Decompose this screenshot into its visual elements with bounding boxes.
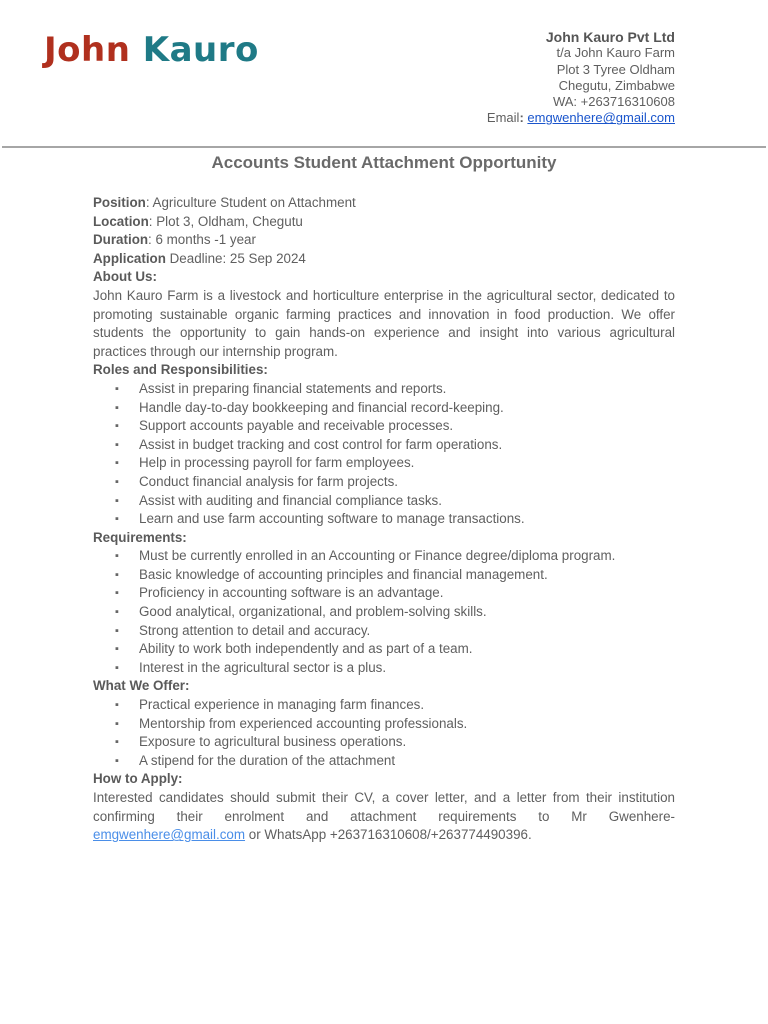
list-item: ▪ Assist in budget tracking and cost control for farm operations. bbox=[93, 436, 675, 455]
offer-list bbox=[93, 696, 675, 770]
list-item: ▪ Must be currently enrolled in an Accounting or Finance degree/diploma program. bbox=[93, 547, 675, 566]
about-heading: About Us: bbox=[93, 269, 157, 285]
list-item: ▪ Assist with auditing and financial compliance tasks. bbox=[93, 492, 675, 511]
apply-text: Interested candidates should submit their CV, a cover letter, and a letter from their institution confirming their enrolment and attachment requirements to Mr Gwenhere-emgwenhere@gmail.com or WhatsApp +263716310608/+263774490396. bbox=[93, 790, 675, 843]
roles-heading: Roles and Responsibilities: bbox=[93, 362, 268, 378]
list-item: ▪ Proficiency in accounting software is an advantage. bbox=[93, 584, 675, 603]
list-item: ▪ Conduct financial analysis for farm projects. bbox=[93, 473, 675, 492]
list-item: ▪ Support accounts payable and receivable processes. bbox=[93, 417, 675, 436]
list-item: ▪ Good analytical, organizational, and problem-solving skills. bbox=[93, 603, 675, 622]
list-item: ▪ Basic knowledge of accounting principles and financial management. bbox=[93, 566, 675, 585]
requirements-heading: Requirements: bbox=[93, 529, 187, 545]
email-colon: : bbox=[519, 110, 524, 126]
list-item: ▪ Learn and use farm accounting software to manage transactions. bbox=[93, 510, 675, 529]
list-item: ▪ Exposure to agricultural business operations. bbox=[93, 733, 675, 752]
meta-location: Location: Plot 3, Oldham, Chegutu bbox=[93, 213, 303, 229]
position-details bbox=[93, 194, 675, 268]
company-name: John Kauro Pvt Ltd bbox=[545, 29, 675, 45]
list-item: ▪ Interest in the agricultural sector is a plus. bbox=[93, 659, 675, 678]
about-text: John Kauro Farm is a livestock and horticulture enterprise in the agricultural sector, dedicated to promoting sustainable organic farming practices and innovation in food production. We offer students the opportunity to gain hands-on experience and insight into various agricultural practices through our internship program. bbox=[93, 287, 675, 359]
page-title: Accounts Student Attachment Opportunity bbox=[211, 153, 557, 172]
list-item: ▪ Handle day-to-day bookkeeping and financial record-keeping. bbox=[93, 399, 675, 418]
company-logo bbox=[44, 30, 259, 70]
roles-list bbox=[93, 380, 675, 529]
document-body bbox=[93, 194, 675, 845]
list-item: ▪ A stipend for the duration of the attachment bbox=[93, 752, 675, 771]
logo-word-john: John bbox=[44, 30, 131, 70]
list-item: ▪ Help in processing payroll for farm employees. bbox=[93, 454, 675, 473]
list-item: ▪ Assist in preparing financial statements and reports. bbox=[93, 380, 675, 399]
trading-as: t/a John Kauro Farm bbox=[556, 45, 675, 61]
apply-email-link[interactable]: emgwenhere@gmail.com bbox=[93, 827, 246, 843]
header-divider bbox=[2, 146, 766, 148]
logo-word-kauro: Kauro bbox=[142, 30, 259, 70]
whatsapp-number: WA: +263716310608 bbox=[552, 94, 675, 110]
address-line-2: Chegutu, Zimbabwe bbox=[558, 77, 675, 93]
address-line-1: Plot 3 Tyree Oldham bbox=[556, 61, 675, 77]
meta-duration: Duration: 6 months -1 year bbox=[93, 232, 256, 248]
apply-heading: How to Apply: bbox=[93, 771, 183, 787]
list-item: ▪ Ability to work both independently and as part of a team. bbox=[93, 640, 675, 659]
list-item: ▪ Mentorship from experienced accounting professionals. bbox=[93, 715, 675, 734]
company-address-block bbox=[487, 29, 675, 127]
meta-position: Position: Agriculture Student on Attachment bbox=[93, 195, 356, 210]
header-email-link[interactable]: emgwenhere@gmail.com bbox=[527, 110, 675, 126]
list-item: ▪ Strong attention to detail and accuracy. bbox=[93, 622, 675, 641]
requirements-list bbox=[93, 547, 675, 677]
email-line bbox=[487, 110, 675, 126]
email-label: Email bbox=[486, 110, 520, 126]
list-item: ▪ Practical experience in managing farm finances. bbox=[93, 696, 675, 715]
meta-deadline: Application Deadline: 25 Sep 2024 bbox=[93, 250, 306, 266]
offer-heading: What We Offer: bbox=[93, 678, 190, 694]
